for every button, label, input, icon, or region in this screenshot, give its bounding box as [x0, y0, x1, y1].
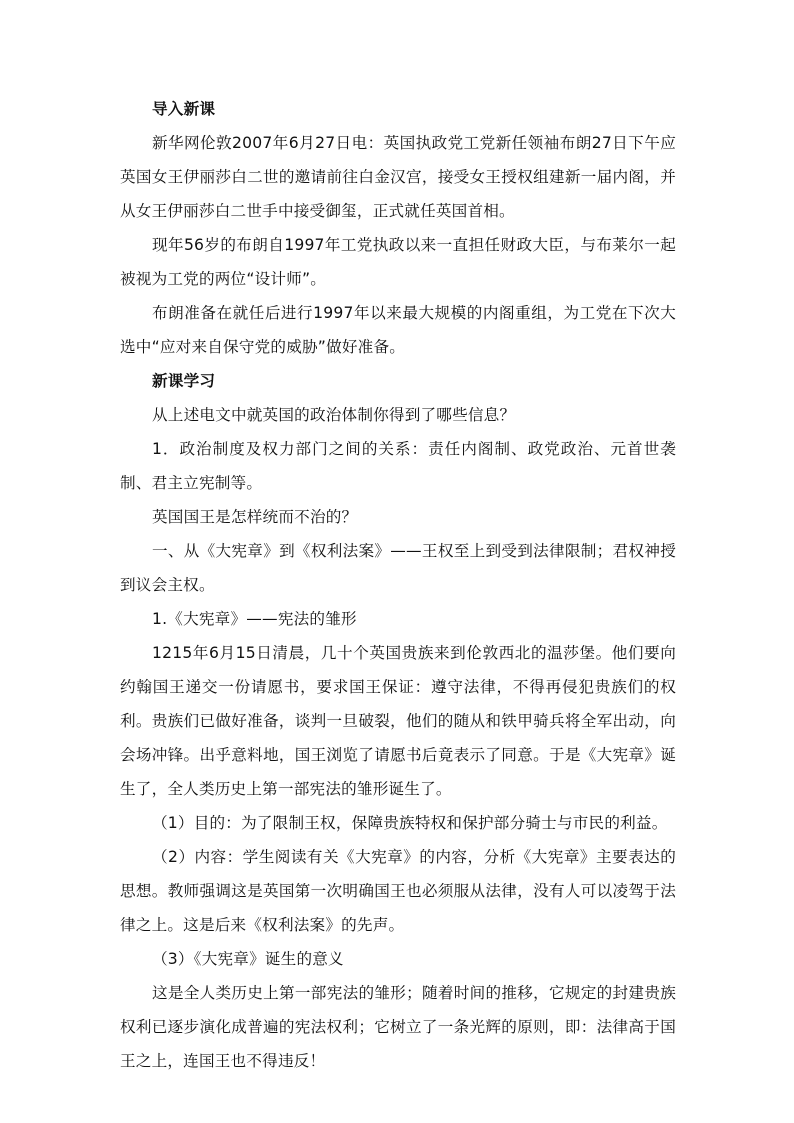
document-page	[120, 92, 676, 1078]
paragraph: 布朗准备在就任后进行1997年以来最大规模的内阁重组，为工党在下次大选中“应对来自保守党的威胁”做好准备。	[120, 304, 676, 356]
paragraph: 1.《大宪章》——宪法的雏形	[152, 610, 357, 628]
paragraph: （3）《大宪章》诞生的意义	[152, 950, 344, 968]
paragraph: 英国国王是怎样统而不治的？	[152, 508, 358, 526]
paragraph: （1）目的：为了限制王权，保障贵族特权和保护部分骑士与市民的利益。	[152, 814, 668, 832]
paragraph: 现年56岁的布朗自1997年工党执政以来一直担任财政大臣，与布莱尔一起被视为工党的两位“设计师”。	[120, 236, 676, 288]
paragraph: 一、从《大宪章》到《权利法案》——王权至上到受到法律限制；君权神授到议会主权。	[120, 542, 676, 594]
paragraph: 1215年6月15日清晨，几十个英国贵族来到伦敦西北的温莎堡。他们要向约翰国王递交一份请愿书，要求国王保证：遵守法律，不得再侵犯贵族们的权利。贵族们已做好准备，谈判一旦破裂，他们的随从和铁甲骑兵将全军出动，向会场冲锋。出乎意料地，国王浏览了请愿书后竟表示了同意。于是《大宪章》诞生了，全人类历史上第一部宪法的雏形诞生了。	[120, 644, 676, 798]
paragraph: 1．政治制度及权力部门之间的关系：责任内阁制、政党政治、元首世袭制、君主立宪制等。	[120, 440, 676, 492]
section-heading-new-lesson: 新课学习	[152, 372, 216, 390]
paragraph: 这是全人类历史上第一部宪法的雏形；随着时间的推移，它规定的封建贵族权利已逐步演化成普遍的宪法权利；它树立了一条光辉的原则，即：法律高于国王之上，连国王也不得违反！	[120, 984, 676, 1070]
paragraph: 从上述电文中就英国的政治体制你得到了哪些信息？	[152, 406, 516, 424]
paragraph: 新华网伦敦2007年6月27日电：英国执政党工党新任领袖布朗27日下午应英国女王伊丽莎白二世的邀请前往白金汉宫，接受女王授权组建新一届内阁，并从女王伊丽莎白二世手中接受御玺，正式就任英国首相。	[120, 134, 676, 220]
paragraph: （2）内容：学生阅读有关《大宪章》的内容，分析《大宪章》主要表达的思想。教师强调这是英国第一次明确国王也必须服从法律，没有人可以凌驾于法律之上。这是后来《权利法案》的先声。	[120, 848, 676, 934]
section-heading-intro: 导入新课	[152, 100, 216, 118]
